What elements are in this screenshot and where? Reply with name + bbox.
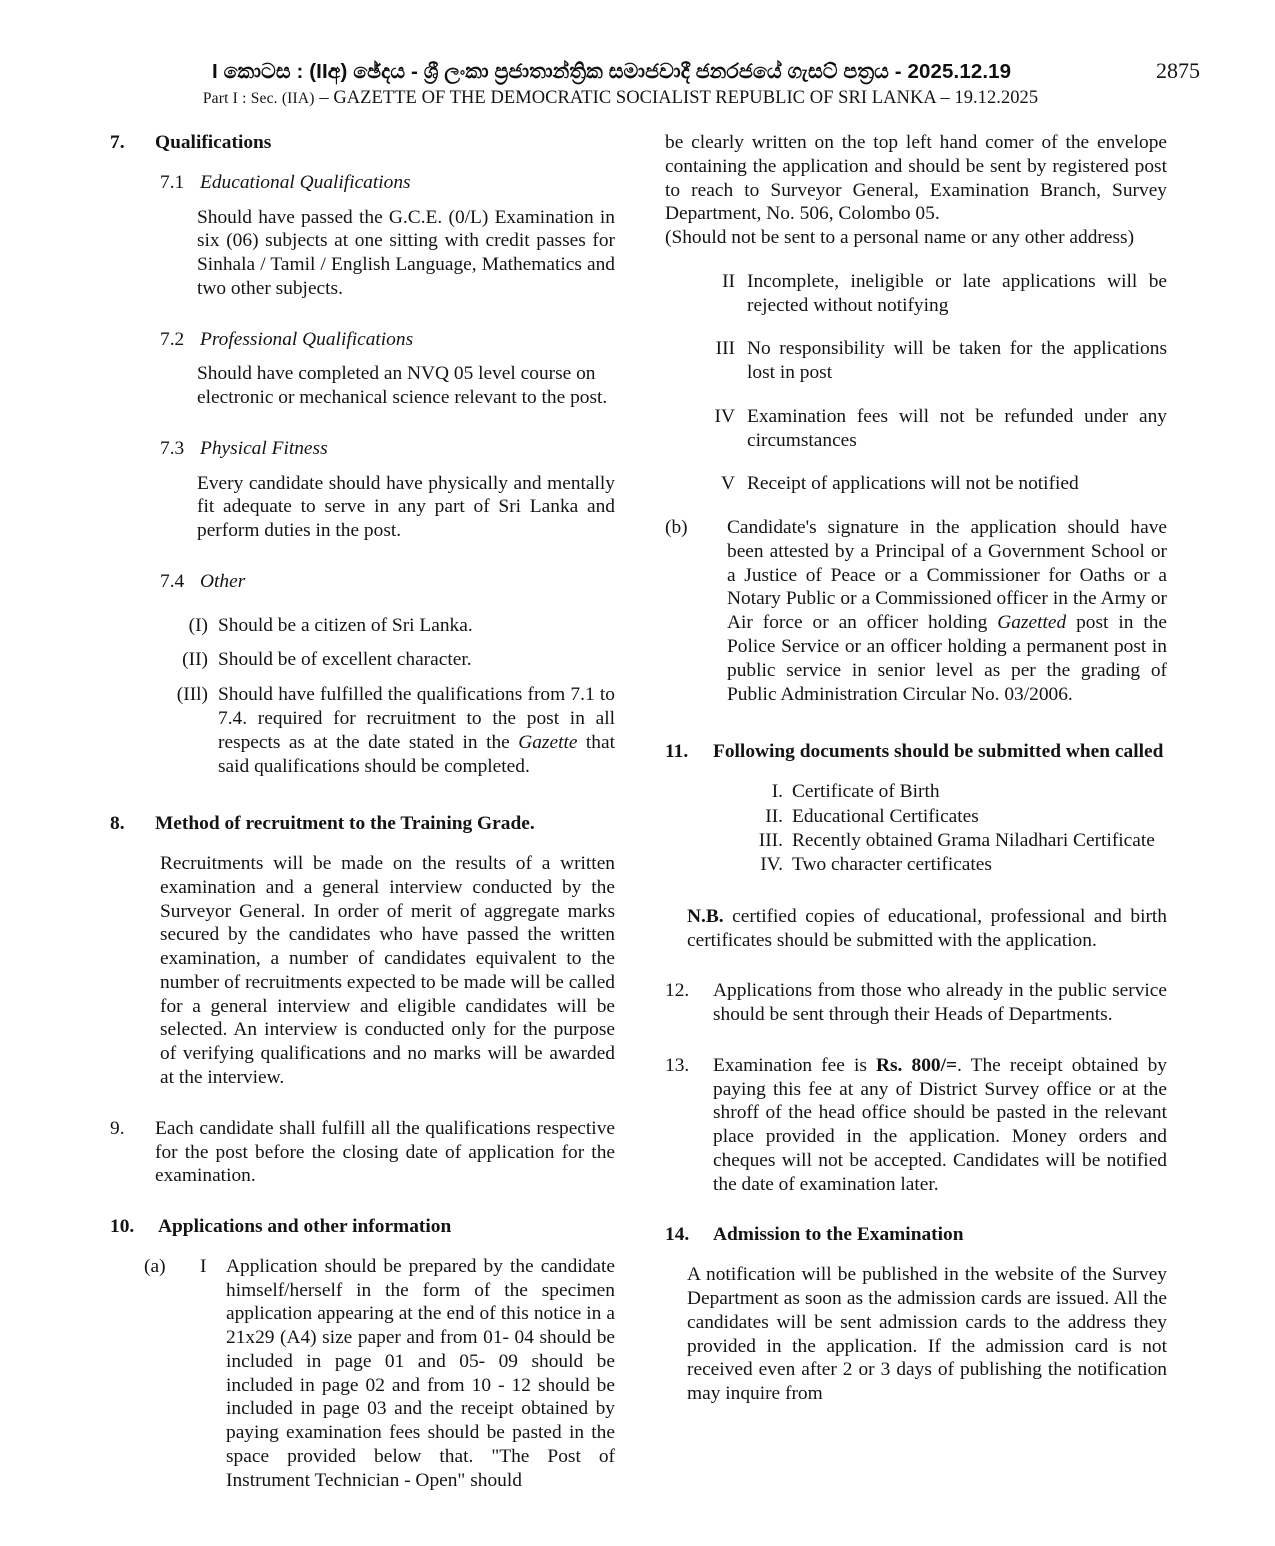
list-item xyxy=(665,405,1167,453)
section-9 xyxy=(110,1117,615,1188)
section-12 xyxy=(665,979,1167,1027)
section-8-title: Method of recruitment to the Training Grade. xyxy=(155,813,535,835)
roman-item-3-number: III xyxy=(715,338,735,360)
section-7-4-title: Other xyxy=(200,570,246,592)
section-7-1-number: 7.1 xyxy=(160,171,185,193)
section-10-heading xyxy=(110,1215,615,1239)
right-column xyxy=(637,131,1275,1492)
section-12-body: Applications from those who already in the public service should be sent through their Heads of Departments. xyxy=(713,980,1167,1026)
section-11-nb-text: certified copies of educational, professional and birth certificates should be submitted with the application. xyxy=(687,905,1167,951)
section-9-body: Each candidate shall fulfill all the qualifications respective for the post before the closing date of application for the examination. xyxy=(155,1117,615,1187)
section-7-4-item-2-text: Should be of excellent character. xyxy=(218,649,472,671)
section-7-2-heading xyxy=(110,328,615,352)
item-b-text xyxy=(727,516,1167,706)
list-item xyxy=(737,805,1167,829)
section-8-body: Recruitments will be made on the results of a written examination and a general interview conducted by the Surveyor General. In order of merit of aggregate marks secured by the candidates who have passed the written examination, a number of candidates equivalent to the number of recruitments expected to be made will be called for a general interview and eligible candidates will be selected. An interview is conducted only for the purpose of verifying qualifications and no marks will be awarded at the interview. xyxy=(160,853,615,1088)
section-13-number: 13. xyxy=(665,1054,690,1076)
page-number: 2875 xyxy=(1156,58,1200,83)
section-7-3-body: Every candidate should have physically and mentally fit adequate to serve in any part of Sri Lanka and perform duties in the post. xyxy=(197,472,615,542)
section-7-4-item-3-gazette-italic: Gazette xyxy=(518,731,578,753)
roman-item-5-text: Receipt of applications will not be notified xyxy=(747,473,1079,495)
section-14-heading xyxy=(665,1223,1167,1247)
list-item xyxy=(665,270,1167,318)
left-column xyxy=(0,131,637,1492)
section-10-item-a-label: (a) xyxy=(144,1255,166,1277)
section-10-number: 10. xyxy=(110,1216,135,1238)
section-8-number: 8. xyxy=(110,813,125,835)
list-item xyxy=(665,337,1167,385)
section-7-4-item-3-number: (IIl) xyxy=(176,684,208,706)
document-3-number: III. xyxy=(758,829,783,851)
roman-item-5-number: V xyxy=(720,473,735,495)
document-1-text: Certificate of Birth xyxy=(792,781,940,803)
section-11-number: 11. xyxy=(665,741,689,763)
section-14-title: Admission to the Examination xyxy=(713,1224,964,1246)
list-item xyxy=(110,614,615,638)
roman-item-4-number: IV xyxy=(714,405,735,427)
section-7-4-item-1-text: Should be a citizen of Sri Lanka. xyxy=(218,614,473,636)
item-b-gazetted-italic: Gazetted xyxy=(997,612,1067,634)
document-1-number: I. xyxy=(771,781,783,803)
document-3-text: Recently obtained Grama Niladhari Certificate xyxy=(792,829,1155,851)
section-7-4-item-3-text-part1: Should have fulfilled the qualifications from 7.1 to 7.4. required for recruitment to the post in all respects as at the date stated in the xyxy=(218,684,615,753)
header-top-row xyxy=(0,58,1275,84)
section-7-1-title: Educational Qualifications xyxy=(200,171,411,193)
section-7-4-item-3-text xyxy=(218,683,615,778)
section-7-4-item-1-number: (I) xyxy=(188,614,208,636)
roman-item-2-number: II xyxy=(722,270,735,292)
section-11-nb xyxy=(665,905,1167,953)
section-13-fee-amount: Rs. 800/= xyxy=(876,1054,958,1076)
item-b xyxy=(665,516,1167,706)
header-english-title xyxy=(0,88,1275,109)
section-11-heading xyxy=(665,740,1167,764)
roman-item-2-text: Incomplete, ineligible or late applications will be rejected without notifying xyxy=(747,270,1167,316)
section-7-4-number: 7.4 xyxy=(160,570,185,592)
page-header xyxy=(0,58,1275,109)
section-7-1-heading xyxy=(110,171,615,195)
section-7-title: Qualifications xyxy=(155,132,272,153)
section-13 xyxy=(665,1054,1167,1197)
header-sinhala-title: I කොටස : (IIඅ) ඡේදය - ශ්‍රී ලංකා ප්‍රජාතාන්ත්‍රික සමාජවාදී ජනරජයේ ගැසට් පත්‍රය - 2025.12.19 xyxy=(212,60,1012,83)
section-12-number: 12. xyxy=(665,980,690,1002)
section-11-title: Following documents should be submitted when called xyxy=(713,741,1164,763)
list-item xyxy=(665,472,1167,496)
document-2-text: Educational Certificates xyxy=(792,805,979,827)
header-part-sec-label: Part I : Sec. (IIA) xyxy=(202,90,315,107)
section-7-2-title: Professional Qualifications xyxy=(200,328,414,350)
list-item xyxy=(737,780,1167,804)
section-7-3-heading xyxy=(110,437,615,461)
item-b-text-part2: post in the Police Service or an officer holding a permanent post in public service in senior level as per the grading of Public Administration Circular No. 03/2006. xyxy=(727,612,1168,705)
list-item xyxy=(737,829,1167,853)
section-10-item-a-text: Application should be prepared by the candidate himself/herself in the form of the specimen application appearing at the end of this notice in a 21x29 (A4) size paper and from 01- 04 should be included in page 01 and 05- 09 should be included in page 02 and from 10 - 12 should be included in page 03 and the receipt obtained by paying examination fees should be pasted in the space provided below that. "The Post of Instrument Technician - Open" should xyxy=(226,1255,615,1491)
continuation-note: (Should not be sent to a personal name or any other address) xyxy=(665,227,1135,249)
section-13-body-part1: Examination fee is xyxy=(713,1054,876,1076)
continuation-paragraph: be clearly written on the top left hand comer of the envelope containing the application and should be sent by registered post to reach to Surveyor General, Examination Branch, Survey Department, No. 506, Colombo 05. xyxy=(665,132,1167,225)
two-column-body xyxy=(0,131,1275,1492)
document-4-text: Two character certificates xyxy=(792,854,992,876)
section-7-number: 7. xyxy=(110,132,125,153)
section-7-3-title: Physical Fitness xyxy=(200,437,328,459)
header-gazette-label: – GAZETTE OF THE DEMOCRATIC SOCIALIST REPUBLIC OF SRI LANKA – 19.12.2025 xyxy=(314,88,1039,108)
section-14-number: 14. xyxy=(665,1224,690,1246)
section-10-item-a-roman: I xyxy=(200,1255,207,1277)
section-11-nb-label: N.B. xyxy=(687,905,724,927)
list-item xyxy=(110,683,615,778)
section-7-4-item-3-text-part2: that said qualifications should be completed. xyxy=(218,731,615,777)
list-item xyxy=(737,853,1167,877)
section-7-2-body: Should have completed an NVQ 05 level course on electronic or mechanical science relevant to the post. xyxy=(197,363,608,409)
document-2-number: II. xyxy=(765,805,783,827)
item-b-label: (b) xyxy=(665,517,688,539)
section-7-1-body: Should have passed the G.C.E. (0/L) Examination in six (06) subjects at one sitting with credit passes for Sinhala / Tamil / English Language, Mathematics and two other subjects. xyxy=(197,206,615,299)
section-13-body-part2: . The receipt obtained by paying this fee at any of District Survey office or at the shroff of the head office should be pasted in the relevant place provided in the application. Money orders and cheques will not be accepted. Candidates will be notified the date of examination later. xyxy=(713,1054,1167,1195)
section-9-number: 9. xyxy=(110,1117,125,1139)
section-10-title: Applications and other information xyxy=(158,1216,452,1238)
section-11-document-list xyxy=(665,780,1167,878)
section-10-item-a xyxy=(110,1255,615,1493)
list-item xyxy=(110,648,615,672)
roman-item-4-text: Examination fees will not be refunded under any circumstances xyxy=(747,405,1167,451)
section-14-body: A notification will be published in the website of the Survey Department as soon as the admission cards are issued. All the candidates will be sent admission cards to the address they provided in the application. If the admission card is not received even after 2 or 3 days of publishing the notification may inquire from xyxy=(687,1264,1167,1405)
section-8-heading xyxy=(110,812,615,836)
roman-item-3-text: No responsibility will be taken for the applications lost in post xyxy=(747,338,1167,384)
section-7-2-number: 7.2 xyxy=(160,328,185,350)
section-7-3-number: 7.3 xyxy=(160,437,185,459)
item-b-text-part1: Candidate's signature in the application should have been attested by a Principal of a Government School or a Justice of Peace or a Commissioner for Oaths or a Notary Public or a Commissioned officer in the Army or Air force or an officer holding xyxy=(727,517,1167,634)
section-13-body xyxy=(713,1054,1167,1197)
section-7-4-item-2-number: (II) xyxy=(182,649,208,671)
section-7-heading xyxy=(110,131,615,155)
document-4-number: IV. xyxy=(760,854,783,876)
section-7-4-heading xyxy=(110,570,615,594)
